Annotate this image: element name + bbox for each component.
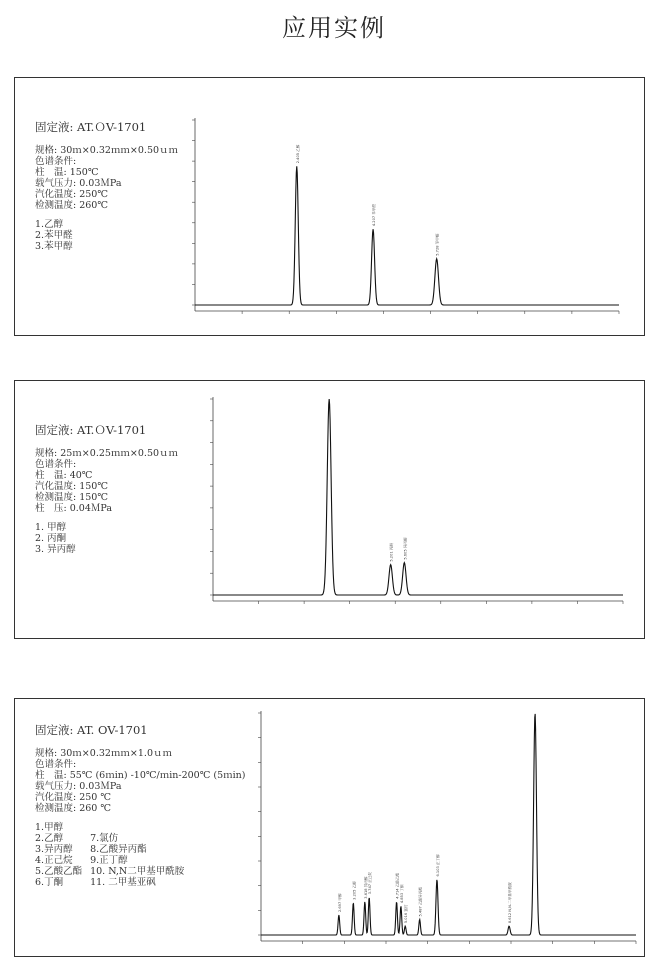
condition-line: 柱 温: 150℃ bbox=[35, 167, 99, 178]
chromatogram-plot-1 bbox=[191, 98, 621, 323]
compound-item: 10. N,N二甲基甲酰胺 bbox=[90, 866, 185, 877]
peak-label: 6.103 正丁醇 bbox=[435, 854, 440, 877]
chromatogram-trace bbox=[261, 714, 636, 935]
peak-label: 4.207 苯甲醛 bbox=[372, 203, 377, 227]
chromatogram-plot-3 bbox=[255, 709, 640, 945]
peak-label: 4.853 丁酮 bbox=[399, 884, 404, 904]
compound-item: 2.苯甲醛 bbox=[35, 230, 73, 241]
condition-line: 规格: 25ｍ×0.25ｍｍ×0.50ｕｍ bbox=[35, 448, 179, 459]
compound-item: 9.正丁醇 bbox=[90, 855, 128, 866]
compound-item: 2.乙醇 bbox=[35, 833, 64, 844]
compound-item: 1.甲醇 bbox=[35, 822, 64, 833]
stationary-phase: 固定液: AT.ＯV-1701 bbox=[35, 423, 147, 437]
peak-label: 5.201 丙酮 bbox=[389, 542, 394, 562]
condition-line: 汽化温度: 150℃ bbox=[35, 481, 108, 492]
peak-label: 5.487 乙酸异丙酯 bbox=[418, 887, 423, 917]
compound-item: 3. 异丙醇 bbox=[35, 544, 76, 555]
compound-item: 2. 丙酮 bbox=[35, 533, 67, 544]
chromatogram-panel-3 bbox=[14, 698, 645, 957]
condition-line: 柱 温: 55℃ (6ｍin) -10℃/ｍin-200℃ (5ｍin) bbox=[35, 770, 246, 781]
compound-item: 4.正己烷 bbox=[35, 855, 73, 866]
chromatogram-panel-2 bbox=[14, 380, 645, 639]
peak-label: 2.405 乙醇 bbox=[295, 144, 300, 164]
condition-line: 载气压力: 0.03ＭPa bbox=[35, 781, 122, 792]
compound-item: 5.乙酸乙酯 bbox=[35, 866, 83, 877]
peak-label: 3.747 正己烷 bbox=[368, 872, 373, 895]
condition-line: 色谱条件: bbox=[35, 156, 77, 167]
peak-label: 5.605 异丙醇 bbox=[403, 537, 408, 560]
compound-list bbox=[35, 822, 245, 888]
stationary-phase: 固定液: AT.ＯV-1701 bbox=[35, 120, 147, 134]
condition-line: 规格: 30ｍ×0.32ｍｍ×0.50ｕｍ bbox=[35, 145, 179, 156]
compound-item: 1.乙醇 bbox=[35, 219, 64, 230]
compound-item: 3.异丙醇 bbox=[35, 844, 73, 855]
condition-line: 汽化温度: 250℃ bbox=[35, 189, 108, 200]
condition-line: 载气压力: 0.03ＭPa bbox=[35, 178, 122, 189]
chromatogram-panel-1 bbox=[14, 77, 645, 336]
peak-label: 5.728 苯甲醇 bbox=[435, 233, 440, 256]
condition-line: 检测温度: 260℃ bbox=[35, 200, 108, 211]
compound-item: 6.丁酮 bbox=[35, 877, 64, 888]
chromatogram-trace bbox=[213, 399, 623, 595]
condition-line: 柱 压: 0.04ＭPa bbox=[35, 503, 113, 514]
condition-line: 色谱条件: bbox=[35, 759, 77, 770]
peak-label: 4.714 乙酸乙酯 bbox=[395, 872, 400, 899]
page-title: 应用实例 bbox=[282, 14, 386, 42]
compound-item: 7.氯仿 bbox=[90, 833, 119, 844]
condition-line: 检测温度: 150℃ bbox=[35, 492, 108, 503]
compound-item: 1. 甲醇 bbox=[35, 522, 67, 533]
panel-1-info bbox=[35, 122, 178, 252]
condition-line: 汽化温度: 250 ℃ bbox=[35, 792, 112, 803]
compound-item: 11. 二甲基亚砜 bbox=[90, 877, 156, 888]
peak-label: 5.016 氯仿 bbox=[404, 904, 409, 924]
condition-line: 规格: 30ｍ×0.32ｍｍ×1.0ｕｍ bbox=[35, 748, 172, 759]
stationary-phase: 固定液: AT. OV-1701 bbox=[35, 723, 148, 737]
condition-line: 柱 温: 40℃ bbox=[35, 470, 93, 481]
panel-3-info bbox=[35, 725, 245, 888]
condition-line: 色谱条件: bbox=[35, 459, 77, 470]
peak-label: 8.612 N,N-二甲基甲酰胺 bbox=[508, 882, 513, 924]
chromatogram-trace bbox=[195, 166, 619, 305]
compound-item: 3.苯甲醇 bbox=[35, 241, 73, 252]
condition-line: 检测温度: 260 ℃ bbox=[35, 803, 112, 814]
peak-label: 3.205 乙醇 bbox=[352, 881, 357, 900]
chromatogram-plot-2 bbox=[207, 395, 627, 625]
panel-2-info bbox=[35, 425, 178, 555]
peak-label: 3.618 异丙醇 bbox=[363, 876, 368, 899]
compound-item: 8.乙酸异丙酯 bbox=[90, 844, 147, 855]
peak-label: 2.697 甲醇 bbox=[337, 893, 342, 913]
